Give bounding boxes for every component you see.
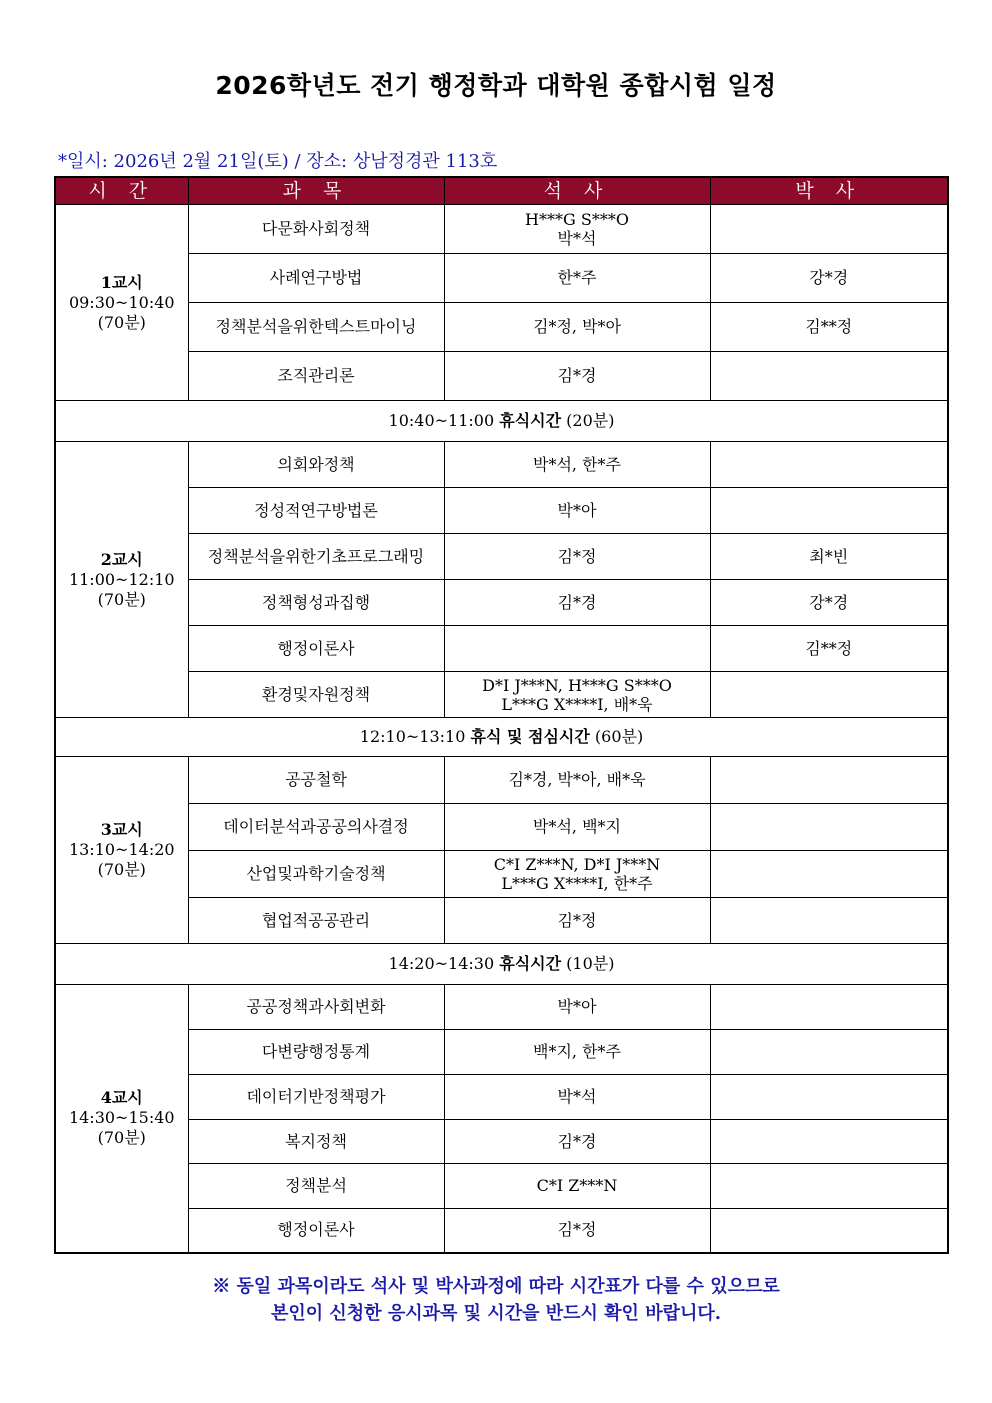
table-row (55, 254, 948, 303)
table-row (55, 898, 948, 944)
master-name: 한*주 (557, 268, 597, 287)
subject-cell: 정책형성과집행 (188, 580, 444, 626)
doctor-cell (710, 205, 948, 254)
table-row (55, 534, 948, 580)
table-row (55, 672, 948, 718)
master-cell (444, 352, 710, 401)
master-name: L***G X****I, 한*주 (501, 874, 653, 893)
period-duration: (70분) (97, 860, 146, 879)
table-row (55, 985, 948, 1030)
break-time: 10:40~11:00 (388, 411, 495, 430)
doctor-cell (710, 1164, 948, 1209)
master-cell (444, 757, 710, 804)
subject-cell: 데이터분석과공공의사결정 (188, 804, 444, 851)
master-name: H***G S***O (525, 210, 629, 229)
period-duration: (70분) (97, 1128, 146, 1148)
period-cell (55, 205, 188, 401)
break-cell (55, 718, 948, 757)
master-cell (444, 626, 710, 672)
table-row (55, 488, 948, 534)
period-time: 09:30~10:40 (68, 292, 175, 312)
subject-cell: 복지정책 (188, 1120, 444, 1164)
break-time: 12:10~13:10 (359, 727, 466, 746)
subject-cell: 정책분석 (188, 1164, 444, 1209)
break-row (55, 944, 948, 985)
exam-info: *일시: 2026년 2월 21일(토) / 장소: 상남정경관 113호 (58, 151, 498, 172)
break-time: 14:20~14:30 (388, 954, 495, 973)
master-cell (444, 1120, 710, 1164)
master-name: 박*아 (557, 500, 597, 520)
table-row (55, 1075, 948, 1120)
period-time: 11:00~12:10 (68, 569, 175, 589)
doctor-cell (710, 804, 948, 851)
table-row (55, 303, 948, 352)
period-duration: (70분) (97, 312, 146, 332)
master-cell (444, 442, 710, 488)
table-row (55, 626, 948, 672)
subject-cell: 사례연구방법 (188, 254, 444, 303)
notice (0, 1273, 992, 1327)
master-name: 박*석, 백*지 (533, 817, 621, 836)
doctor-cell (710, 672, 948, 718)
header-row (55, 177, 948, 205)
table-row (55, 1164, 948, 1209)
master-cell (444, 1209, 710, 1253)
table-row (55, 352, 948, 401)
doctor-cell: 강*경 (710, 254, 948, 303)
master-name: 박*석 (557, 1087, 597, 1106)
doctor-cell (710, 898, 948, 944)
header-doctor: 박 사 (710, 177, 948, 205)
master-cell (444, 1164, 710, 1209)
doctor-cell: 김**정 (710, 626, 948, 672)
master-cell (444, 254, 710, 303)
table-row (55, 804, 948, 851)
doctor-cell (710, 1120, 948, 1164)
doctor-cell (710, 488, 948, 534)
doctor-cell (710, 1209, 948, 1253)
master-name: C*I Z***N (536, 1176, 618, 1195)
header-master: 석 사 (444, 177, 710, 205)
master-name: 김*경 (557, 1131, 597, 1151)
break-duration: (10분) (566, 954, 615, 973)
period-name: 1교시 (100, 272, 143, 292)
master-cell (444, 303, 710, 352)
master-name: 김*경 (557, 366, 597, 385)
subject-cell: 조직관리론 (188, 352, 444, 401)
break-label: 휴식시간 (499, 411, 562, 430)
master-name: 박*석, 한*주 (533, 454, 621, 474)
doctor-cell (710, 442, 948, 488)
subject-cell: 의회와정책 (188, 442, 444, 488)
subject-cell: 행정이론사 (188, 626, 444, 672)
doctor-cell (710, 1075, 948, 1120)
table-row (55, 851, 948, 898)
master-name: 박*아 (557, 997, 597, 1016)
break-cell (55, 944, 948, 985)
page-title: 2026학년도 전기 행정학과 대학원 종합시험 일정 (215, 71, 777, 100)
break-duration: (20분) (566, 411, 615, 430)
period-duration: (70분) (97, 589, 146, 609)
master-cell (444, 804, 710, 851)
subject-cell: 데이터기반정책평가 (188, 1075, 444, 1120)
master-name: 김*정 (557, 910, 597, 930)
header-subject: 과 목 (188, 177, 444, 205)
break-label: 휴식 및 점심시간 (470, 727, 590, 746)
period-name: 2교시 (100, 549, 143, 569)
master-cell (444, 205, 710, 254)
master-name: L***G X****I, 배*욱 (501, 694, 653, 714)
master-name: 박*석 (557, 229, 597, 248)
subject-cell: 다문화사회정책 (188, 205, 444, 254)
subject-cell: 공공철학 (188, 757, 444, 804)
period-name: 4교시 (100, 1088, 143, 1108)
break-row (55, 401, 948, 442)
master-name: 김*경, 박*아, 배*욱 (508, 770, 646, 789)
subject-cell: 환경및자원정책 (188, 672, 444, 718)
master-cell (444, 851, 710, 898)
notice-line-1: ※ 동일 과목이라도 석사 및 박사과정에 따라 시간표가 다를 수 있으므로 (212, 1276, 780, 1297)
schedule-table (54, 176, 949, 1254)
break-label: 휴식시간 (499, 954, 562, 973)
period-cell (55, 757, 188, 944)
period-cell (55, 442, 188, 718)
doctor-cell (710, 757, 948, 804)
subject-cell: 협업적공공관리 (188, 898, 444, 944)
master-name: D*I J***N, H***G S***O (482, 675, 672, 695)
period-cell (55, 985, 188, 1253)
master-name: 백*지, 한*주 (533, 1042, 621, 1061)
subject-cell: 정책분석을위한텍스트마이닝 (188, 303, 444, 352)
doctor-cell (710, 985, 948, 1030)
table-row (55, 1120, 948, 1164)
doctor-cell: 강*경 (710, 580, 948, 626)
doctor-cell: 최*빈 (710, 534, 948, 580)
table-row (55, 1030, 948, 1075)
subject-cell: 산업및과학기술정책 (188, 851, 444, 898)
master-name: 김*정 (557, 1220, 597, 1240)
period-name: 3교시 (100, 820, 143, 839)
doctor-cell (710, 851, 948, 898)
header-time: 시 간 (55, 177, 188, 205)
doctor-cell: 김**정 (710, 303, 948, 352)
break-cell (55, 401, 948, 442)
master-cell (444, 898, 710, 944)
notice-line-2: 본인이 신청한 응시과목 및 시간을 반드시 확인 바랍니다. (270, 1303, 722, 1324)
table-row (55, 1209, 948, 1253)
master-cell (444, 580, 710, 626)
table-row (55, 757, 948, 804)
table-row (55, 205, 948, 254)
master-name: 김*정 (557, 546, 597, 566)
table-row (55, 580, 948, 626)
doctor-cell (710, 1030, 948, 1075)
master-cell (444, 488, 710, 534)
period-time: 13:10~14:20 (68, 840, 175, 859)
master-name: C*I Z***N, D*I J***N (493, 855, 661, 874)
master-name: 김*정, 박*아 (533, 317, 621, 336)
master-cell (444, 985, 710, 1030)
subject-cell: 정책분석을위한기초프로그래밍 (188, 534, 444, 580)
doctor-cell (710, 352, 948, 401)
subject-cell: 정성적연구방법론 (188, 488, 444, 534)
subject-cell: 행정이론사 (188, 1209, 444, 1253)
subject-cell: 공공정책과사회변화 (188, 985, 444, 1030)
master-name: 김*경 (557, 592, 597, 612)
master-cell (444, 1075, 710, 1120)
table-row (55, 442, 948, 488)
period-time: 14:30~15:40 (68, 1108, 175, 1128)
subject-cell: 다변량행정통계 (188, 1030, 444, 1075)
schedule-body (55, 205, 948, 1253)
break-row (55, 718, 948, 757)
break-duration: (60분) (594, 727, 644, 746)
master-cell (444, 672, 710, 718)
master-cell (444, 1030, 710, 1075)
master-cell (444, 534, 710, 580)
